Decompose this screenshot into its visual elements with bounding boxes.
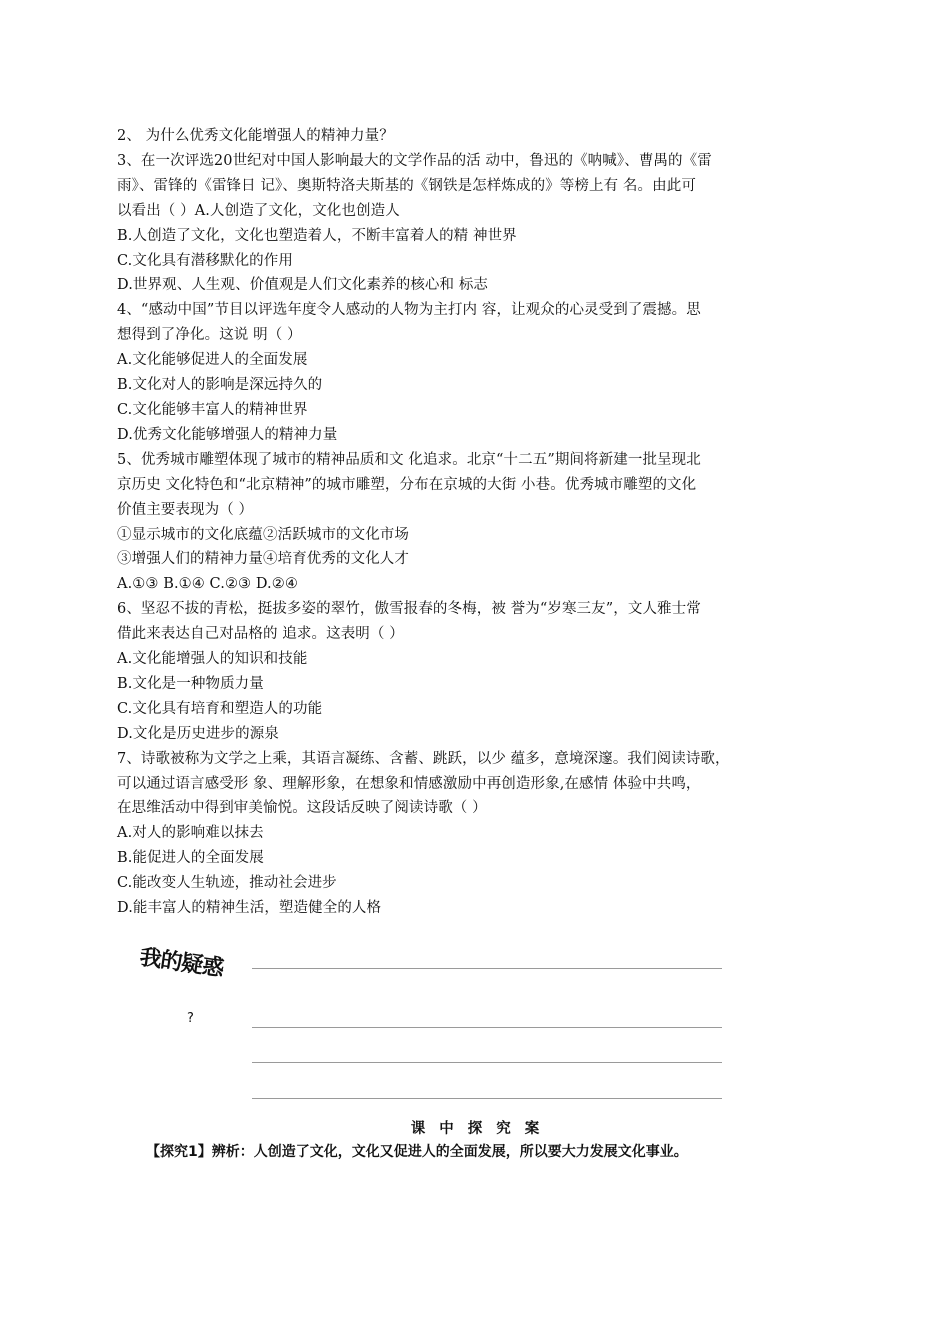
text-line: C.文化具有培育和塑造人的功能 — [117, 700, 323, 717]
text-line: 以看出（ ）A.人创造了文化，文化也创造人 — [117, 202, 400, 219]
text-line: 7、诗歌被称为文学之上乘，其语言凝练、含蓄、跳跃，以少 蕴多，意境深邃。我们阅读诗歌， — [117, 750, 730, 767]
text-line: 京历史 文化特色和“北京精神”的城市雕塑，分布在京城的大街 小巷。优秀城市雕塑的文化 — [117, 476, 697, 493]
text-line: A.文化能增强人的知识和技能 — [117, 651, 308, 668]
answer-line[interactable] — [252, 968, 722, 969]
text-line: C.文化能够丰富人的精神世界 — [117, 401, 308, 418]
text-line: 可以通过语言感受形 象、理解形象，在想象和情感激励中再创造形象,在感情 体验中共鸣， — [117, 775, 701, 792]
text-line: 想得到了净化。这说 明（ ） — [117, 327, 302, 344]
text-line: 在思维活动中得到审美愉悦。这段话反映了阅读诗歌（ ） — [117, 800, 487, 817]
text-line: C.文化具有潜移默化的作用 — [117, 252, 293, 269]
text-line: 借此来表达自己对品格的 追求。这表明（ ） — [117, 626, 404, 643]
text-line: 6、坚忍不拔的青松，挺拔多姿的翠竹，傲雪报春的冬梅，被 誉为“岁寒三友”，文人雅士常 — [117, 601, 701, 618]
question-list — [117, 124, 817, 921]
text-line: 3、在一次评选20世纪对中国人影响最大的文学作品的活 动中，鲁迅的《呐喊》、曹禺的《雷 — [117, 152, 712, 169]
text-line: B.文化对人的影响是深远持久的 — [117, 377, 323, 394]
text-line: 4、“感动中国”节目以评选年度令人感动的人物为主打内 容，让观众的心灵受到了震撼。思 — [117, 302, 701, 319]
text-line: 雨》、雷锋的《雷锋日 记》、奥斯特洛夫斯基的《钢铁是怎样炼成的》等榜上有 名。由此可 — [117, 177, 696, 194]
section-title: 课中探究案 — [410, 1121, 554, 1137]
answer-line[interactable] — [252, 1098, 722, 1099]
text-line: 价值主要表现为（ ） — [117, 501, 254, 518]
my-doubts-title: 我的疑惑 — [137, 945, 225, 982]
text-line: B.人创造了文化，文化也塑造着人，不断丰富着人的精 神世界 — [117, 227, 517, 244]
text-line: A.文化能够促进人的全面发展 — [117, 352, 308, 369]
text-line: ③增强人们的精神力量④培育优秀的文化人才 — [117, 551, 409, 568]
answer-line[interactable] — [252, 1062, 722, 1063]
text-line: C.能改变人生轨迹，推动社会进步 — [117, 875, 337, 892]
text-line: D.能丰富人的精神生活，塑造健全的人格 — [117, 900, 382, 917]
text-line: B.文化是一种物质力量 — [117, 675, 264, 692]
text-line: D.优秀文化能够增强人的精神力量 — [117, 426, 338, 443]
text-line: B.能促进人的全面发展 — [117, 850, 264, 867]
text-line: D.世界观、人生观、价值观是人们文化素养的核心和 标志 — [117, 277, 489, 294]
question-mark: ? — [187, 1011, 194, 1026]
text-line: 2、 为什么优秀文化能增强人的精神力量？ — [117, 128, 394, 144]
text-line: ①显示城市的文化底蕴②活跃城市的文化市场 — [117, 526, 409, 543]
text-line: D.文化是历史进步的源泉 — [117, 725, 279, 742]
text-line: 5、优秀城市雕塑体现了城市的精神品质和文 化追求。北京“十二五”期间将新建一批呈现北 — [117, 451, 701, 468]
inquiry-1: 【探究1】辨析：人创造了文化，文化又促进人的全面发展，所以要大力发展文化事业。 — [146, 1144, 688, 1160]
text-line: A.①③ B.①④ C.②③ D.②④ — [117, 576, 298, 593]
text-line: A.对人的影响难以抹去 — [117, 825, 264, 842]
answer-line[interactable] — [252, 1027, 722, 1028]
